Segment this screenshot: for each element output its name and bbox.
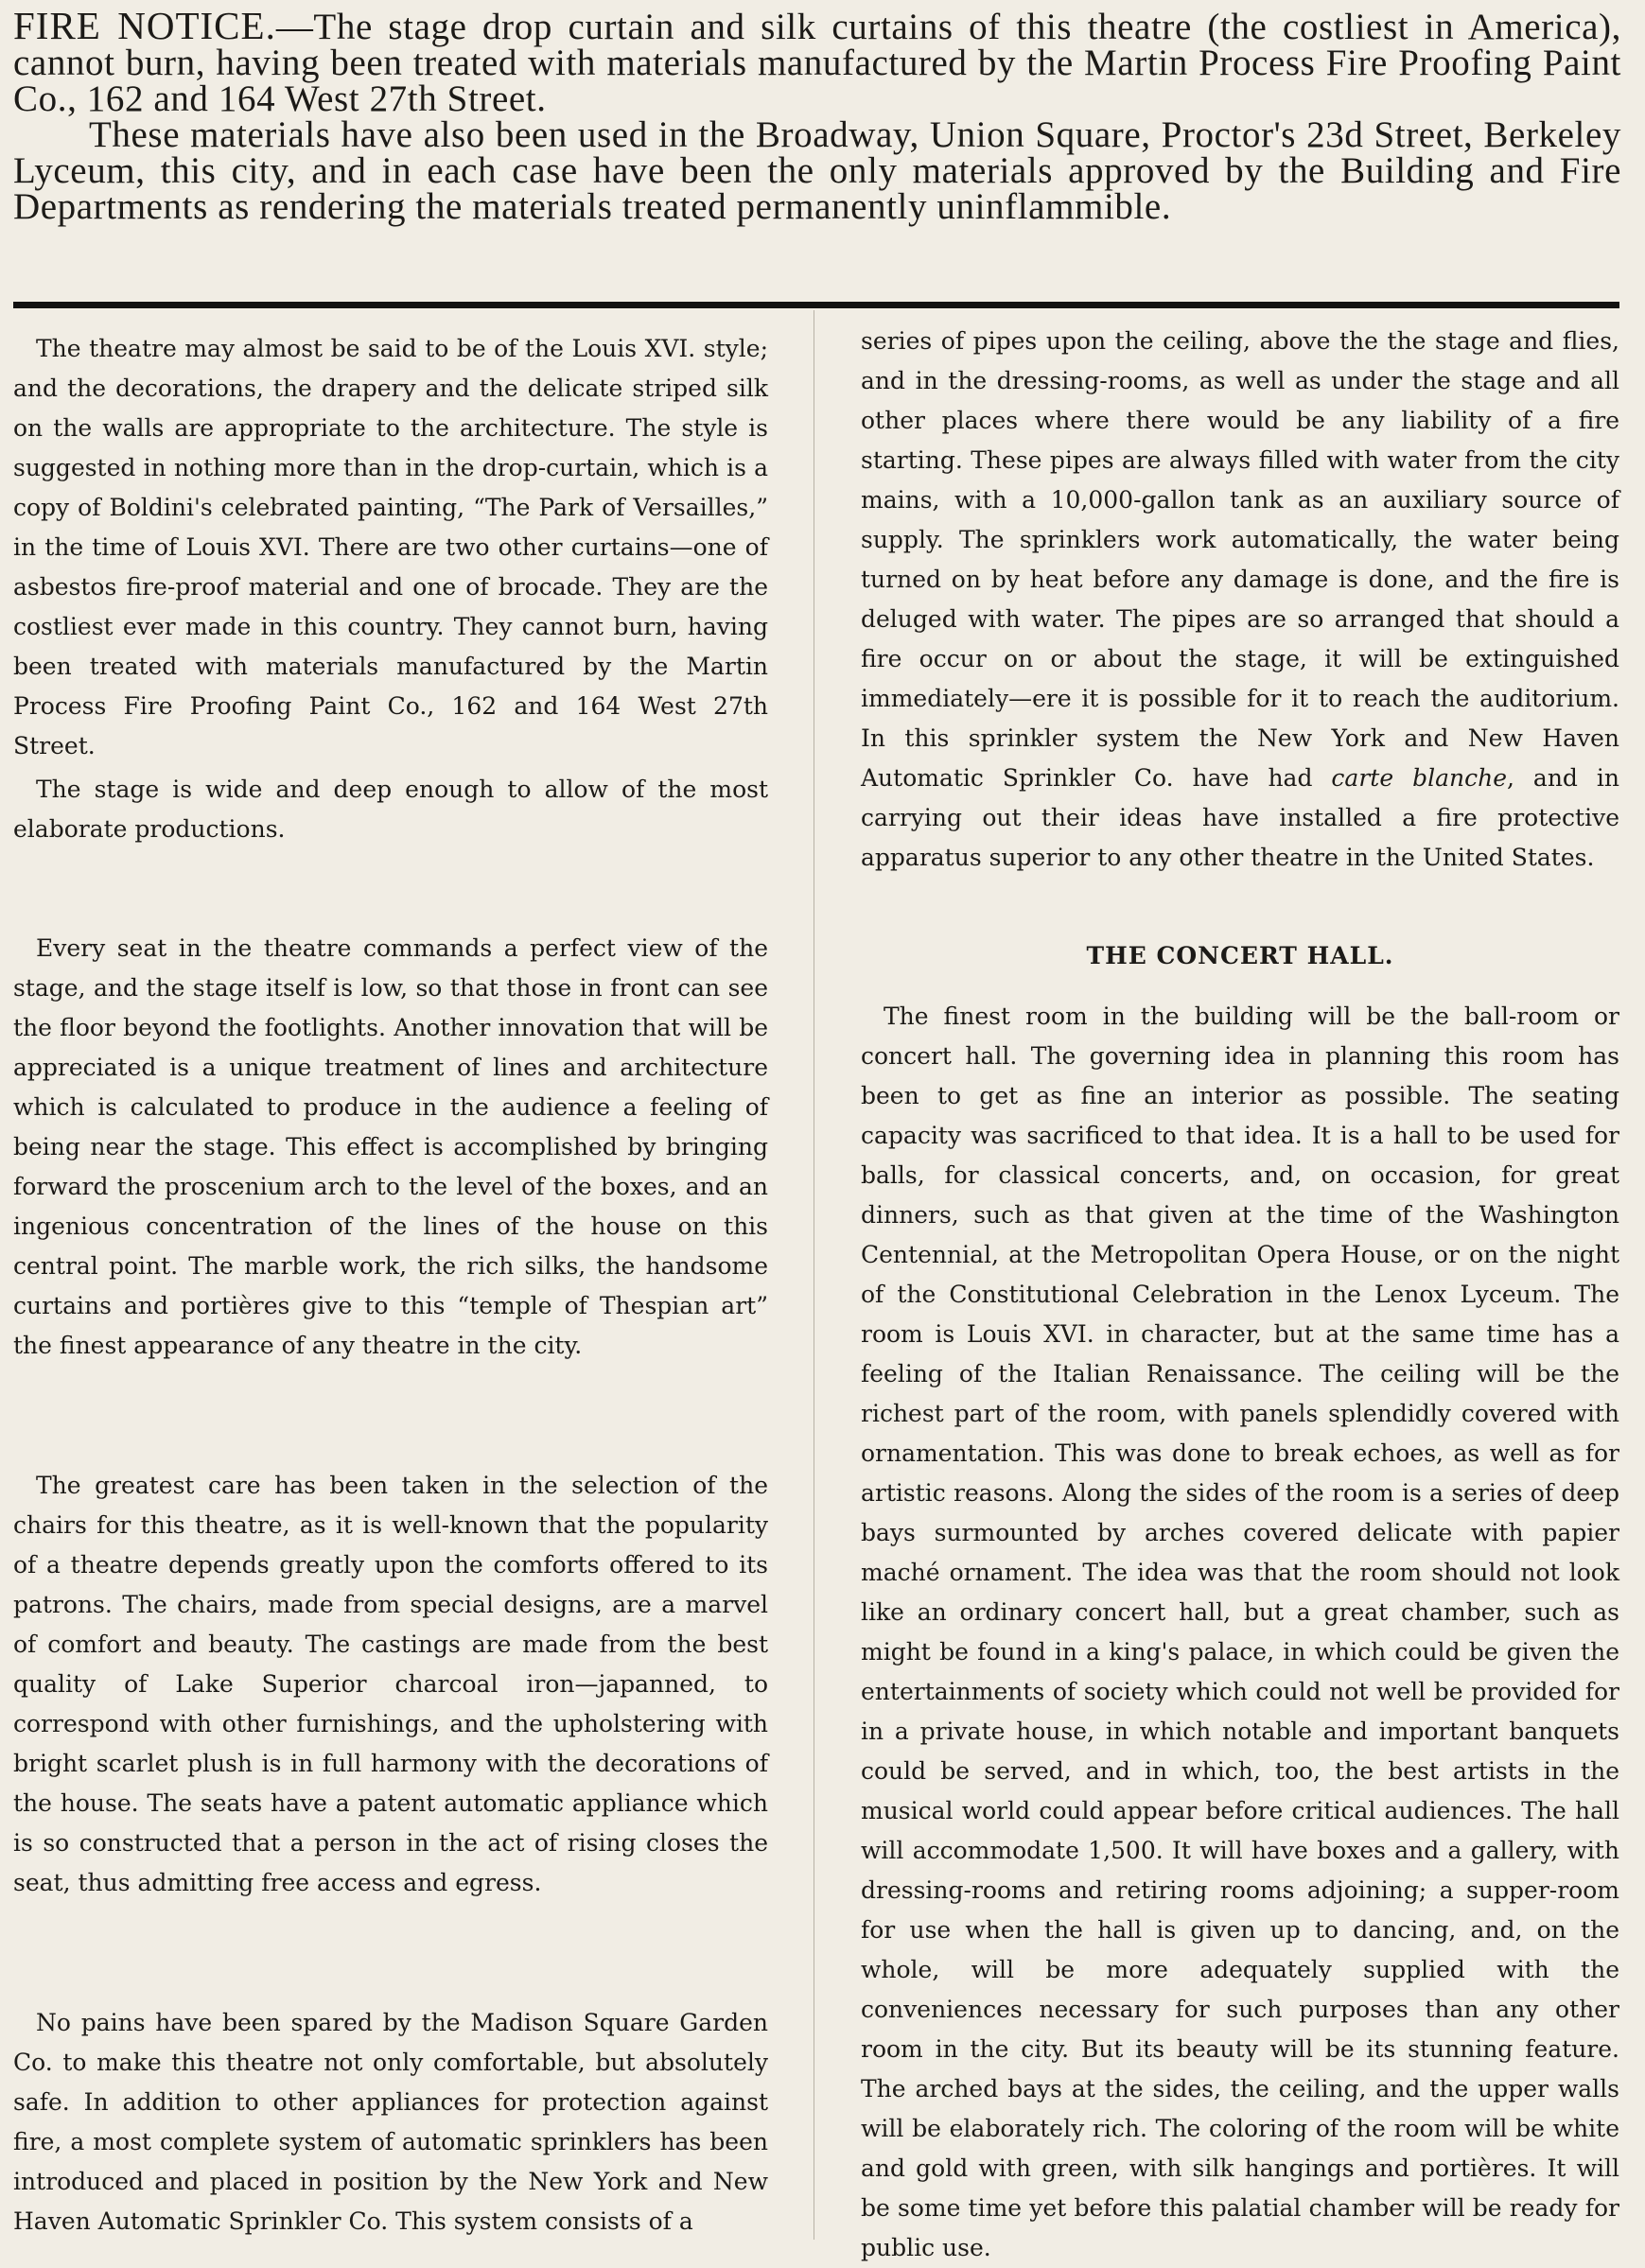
carte-blanche-italic: carte blanche	[1331, 764, 1507, 792]
sprinklers-text-b: , and in carrying out their ideas have installed a fire protective apparatus superior to any other theatre in the United States.	[861, 764, 1619, 871]
paragraph-sprinklers	[861, 322, 1619, 878]
fire-notice-paragraph-1	[13, 4, 1621, 119]
fire-notice	[13, 4, 1621, 227]
sprinklers-text-a: series of pipes upon the ceiling, above the the stage and flies, and in the dressing-rooms, as well as under the stage and all other places where there would be any liability of a fire starting. These pipes are always filled with water from the city mains, with a 10,000-gallon tank as an auxiliary source of supply. The sprinklers work automatically, the water being turned on by heat before any damage is done, and the fire is deluged with water. The pipes are so arranged that should a fire occur on or about the stage, it will be extinguished immediately—ere it is possible for it to reach the auditorium. In this sprinkler system the New York and New Haven Automatic Sprinkler Co. have had	[861, 327, 1619, 792]
fire-notice-paragraph-2: These materials have also been used in the Broadway, Union Square, Proctor's 23d Street, Berkeley Lyceum, this city, and in each case have been the only materials approved by the Building and Fire Departments as rendering the materials treated permanently uninflammible.	[13, 114, 1621, 227]
heavy-rule	[13, 302, 1619, 308]
fire-notice-title: FIRE NOTICE.	[13, 4, 276, 47]
paragraph-safety: No pains have been spared by the Madison Square Garden Co. to make this theatre not only comfortable, but absolutely safe. In addition to other appliances for protection against fire, a most complete system of automatic sprinklers has been introduced and placed in position by the New York and New Haven Automatic Sprinkler Co. This system consists of a	[13, 2009, 768, 2235]
fire-notice-text: —The stage drop curtain and silk curtains of this theatre (the costliest in America), cannot burn, having been treated with materials manufactured by the Martin Process Fire Proofing Paint Co., 162 and 164 West 27th Street.	[13, 7, 1621, 119]
paragraph-concert-hall: The finest room in the building will be the ball-room or concert hall. The governing idea in planning this room has been to get as fine an interior as possible. The seating capacity was sacrificed to that idea. It is a hall to be used for balls, for classical concerts, and, on occasion, for great dinners, such as that given at the time of the Washington Centennial, at the Metropolitan Opera House, or on the night of the Constitutional Celebration in the Lenox Lyceum. The room is Louis XVI. in character, but at the same time has a feeling of the Italian Renaissance. The ceiling will be the richest part of the room, with panels splendidly covered with ornamentation. This was done to break echoes, as well as for artistic reasons. Along the sides of the room is a series of deep bays surmounted by arches covered delicate with papier maché ornament. The idea was that the room should not look like an ordinary concert hall, but a great chamber, such as might be found in a king's palace, in which could be given the entertainments of society which could not well be provided for in a private house, in which notable and important banquets could be served, and in which, too, the best artists in the musical world could appear before critical audiences. The hall will accommodate 1,500. It will have boxes and a gallery, with dressing-rooms and retiring rooms adjoining; a supper-room for use when the hall is given up to dancing, and, on the whole, will be more adequately supplied with the conveniences necessary for such purposes than any other room in the city. But its beauty will be its stunning feature. The arched bays at the sides, the ceiling, and the upper walls will be elaborately rich. The coloring of the room will be white and gold with green, with silk hangings and portières. It will be some time yet before this palatial chamber will be ready for public use.	[861, 1003, 1619, 2261]
paragraph-chairs: The greatest care has been taken in the selection of the chairs for this theatre, as it is well-known that the popularity of a theatre depends greatly upon the comforts offered to its patrons. The chairs, made from special designs, are a marvel of comfort and beauty. The castings are made from the best quality of Lake Superior charcoal iron—japanned, to correspond with other furnishings, and the upholstering with bright scarlet plush is in full harmony with the decorations of the house. The seats have a patent automatic appliance which is so constructed that a person in the act of rising closes the seat, thus admitting free access and egress.	[13, 1472, 768, 1896]
paragraph-seating-view: Every seat in the theatre commands a perfect view of the stage, and the stage itself is low, so that those in front can see the floor beyond the footlights. Another innovation that will be appreciated is a unique treatment of lines and architecture which is calculated to produce in the audience a feeling of being near the stage. This effect is accomplished by bringing forward the proscenium arch to the level of the boxes, and an ingenious concentration of the lines of the house on this central point. The marble work, the rich silks, the handsome curtains and portières give to this “temple of Thespian art” the finest appearance of any theatre in the city.	[13, 934, 768, 1359]
left-column	[13, 329, 768, 2242]
concert-hall-heading: THE CONCERT HALL.	[1086, 942, 1394, 969]
paragraph-stage: The stage is wide and deep enough to allow of the most elaborate productions.	[13, 776, 768, 843]
right-column	[861, 322, 1619, 2268]
paragraph-theatre-style: The theatre may almost be said to be of the Louis XVI. style; and the decorations, the drapery and the delicate striped silk on the walls are appropriate to the architecture. The style is suggested in nothing more than in the drop-curtain, which is a copy of Boldini's celebrated painting, “The Park of Versailles,” in the time of Louis XVI. There are two other curtains—one of asbestos fire-proof material and one of brocade. They are the costliest ever made in this country. They cannot burn, having been treated with materials manufactured by the Martin Process Fire Proofing Paint Co., 162 and 164 West 27th Street.	[13, 335, 768, 759]
